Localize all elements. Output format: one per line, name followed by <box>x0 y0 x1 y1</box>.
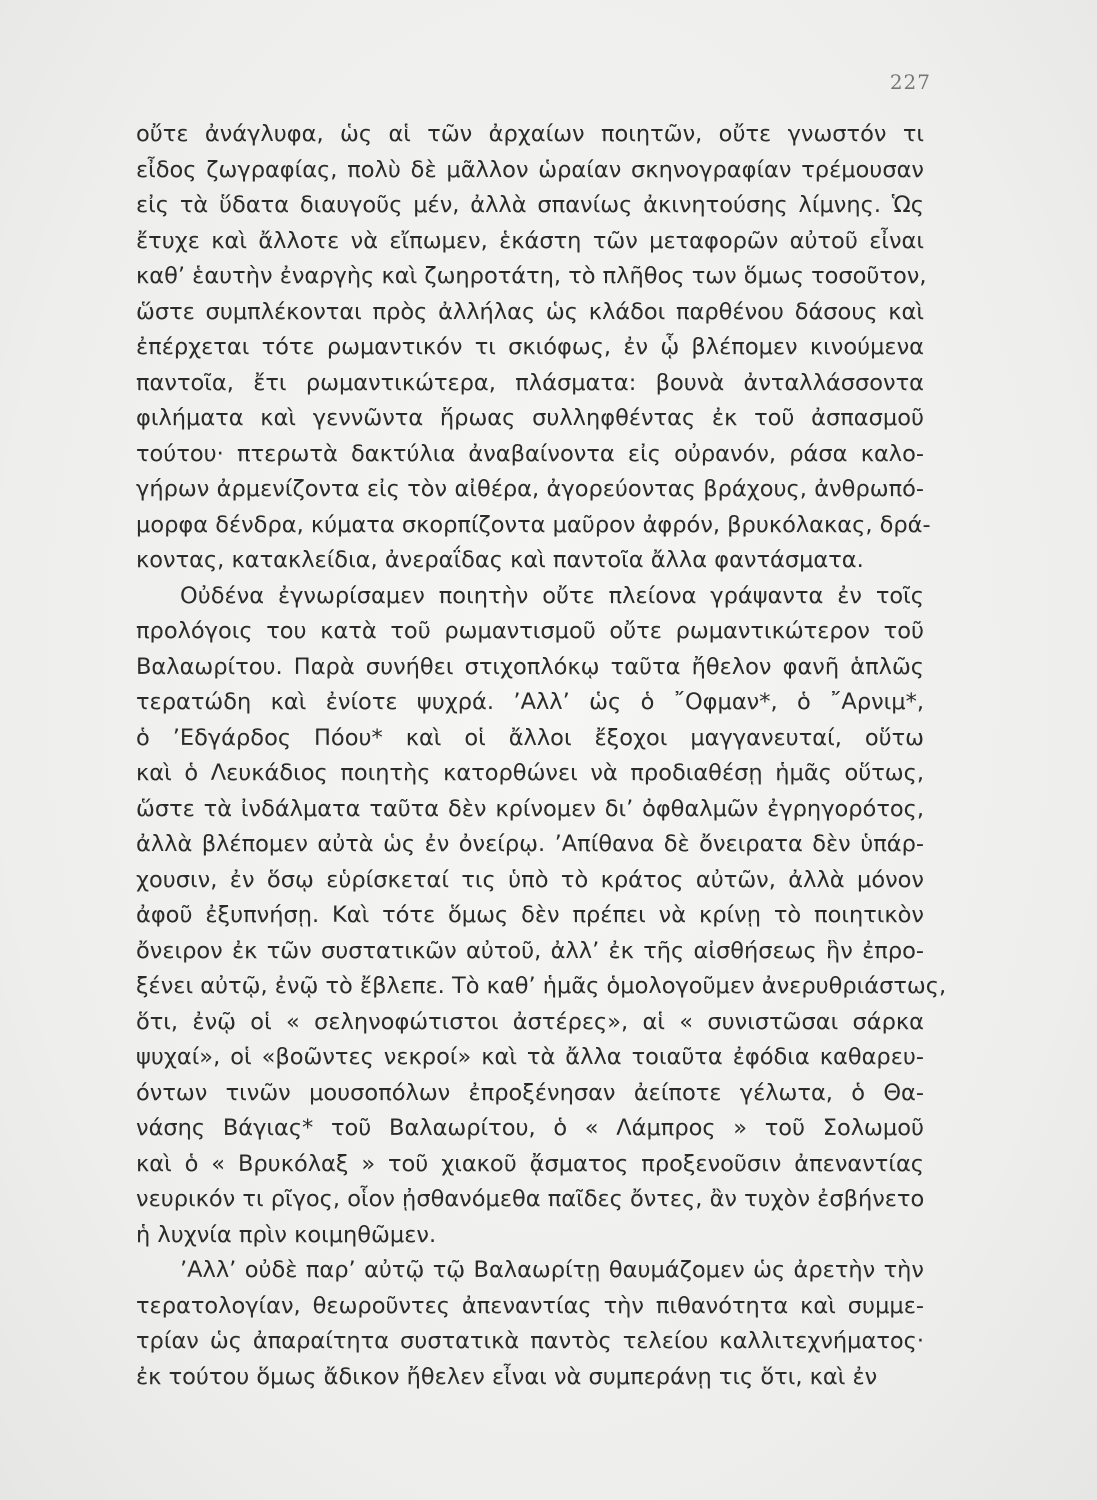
text-line: καὶ ὁ Λευκάδιος ποιητὴς κατορθώνει νὰ προδιαθέσῃ ἡμᾶς οὕτως, <box>136 760 924 786</box>
text-line: τερατώδη καὶ ἐνίοτε ψυχρά. ’Αλλ’ ὡς ὁ ῎Οφμαν*, ὁ ῎Αρνιμ*, <box>136 689 924 715</box>
text-line: οὔτε ἀνάγλυφα, ὡς αἱ τῶν ἀρχαίων ποιητῶν, οὔτε γνωστόν τι <box>136 121 924 147</box>
text-line: νάσης Βάγιας* τοῦ Βαλαωρίτου, ὁ « Λάμπρος » τοῦ Σολωμοῦ <box>136 1115 924 1141</box>
text-line: ὁ ’Εδγάρδος Πόου* καὶ οἱ ἄλλοι ἔξοχοι μαγγανευταί, οὕτω <box>136 724 924 751</box>
text-line: Οὐδένα ἐγνωρίσαμεν ποιητὴν οὔτε πλείονα γράψαντα ἐν τοῖς <box>180 582 924 609</box>
page-number: 227 <box>889 70 931 94</box>
text-line: προλόγοις του κατὰ τοῦ ρωμαντισμοῦ οὔτε ρωμαντικώτερον τοῦ <box>136 618 924 644</box>
text-line: καθ’ ἑαυτὴν ἐναργὴς καὶ ζωηροτάτη, τὸ πλῆθος των ὅμως τοσοῦτον, <box>136 263 927 289</box>
text-line: ὥστε τὰ ἰνδάλματα ταῦτα δὲν κρίνομεν δι’ ὀφθαλμῶν ἐγρηγορότος, <box>136 795 924 822</box>
text-line: ἐπέρχεται τότε ρωμαντικόν τι σκιόφως, ἐν ᾧ βλέπομεν κινούμενα <box>136 334 924 360</box>
text-line: τερατολογίαν, θεωροῦντες ἀπεναντίας τὴν πιθανότητα καὶ συμμε- <box>136 1292 924 1319</box>
body-text <box>136 117 947 1395</box>
text-line: ἡ λυχνία πρὶν κοιμηθῶμεν. <box>136 1221 437 1248</box>
text-line: νευρικόν τι ρῖγος, οἷον ᾐσθανόμεθα παῖδες ὄντες, ἂν τυχὸν ἐσβήνετο <box>136 1186 925 1212</box>
text-line: χουσιν, ἐν ὅσῳ εὑρίσκεταί τις ὑπὸ τὸ κράτος αὐτῶν, ἀλλὰ μόνον <box>136 866 924 893</box>
text-line: μορφα δένδρα, κύματα σκορπίζοντα μαῦρον ἀφρόν, βρυκόλακας, δρά- <box>136 511 931 538</box>
text-line: ὥστε συμπλέκονται πρὸς ἀλλήλας ὡς κλάδοι παρθένου δάσους καὶ <box>136 298 924 325</box>
text-line: ἀλλὰ βλέπομεν αὐτὰ ὡς ἐν ὀνείρῳ. ’Απίθανα δὲ ὄνειρατα δὲν ὑπάρ- <box>136 831 924 857</box>
text-line: ὄνειρον ἐκ τῶν συστατικῶν αὐτοῦ, ἀλλ’ ἐκ τῆς αἰσθήσεως ἣν ἐπρο- <box>136 937 924 964</box>
paragraph <box>136 579 947 1254</box>
paragraph <box>136 117 931 579</box>
text-line: όντων τινῶν μουσοπόλων ἐπροξένησαν ἀείποτε γέλωτα, ὁ Θα- <box>136 1079 924 1106</box>
text-line: τρίαν ὡς ἀπαραίτητα συστατικὰ παντὸς τελείου καλλιτεχνήματος· <box>136 1328 924 1354</box>
text-line: ἀφοῦ ἐξυπνήσῃ. Καὶ τότε ὅμως δὲν πρέπει νὰ κρίνῃ τὸ ποιητικὸν <box>136 902 924 928</box>
text-line: εἶδος ζωγραφίας, πολὺ δὲ μᾶλλον ὡραίαν σκηνογραφίαν τρέμουσαν <box>136 156 924 183</box>
text-line: καὶ ὁ « Βρυκόλαξ » τοῦ χιακοῦ ᾄσματος προξενοῦσιν ἀπεναντίας <box>136 1150 924 1177</box>
text-line: ’Αλλ’ οὐδὲ παρ’ αὐτῷ τῷ Βαλαωρίτῃ θαυμάζομεν ὡς ἀρετὴν τὴν <box>180 1257 924 1283</box>
text-line: ἔτυχε καὶ ἄλλοτε νὰ εἴπωμεν, ἑκάστη τῶν μεταφορῶν αὐτοῦ εἶναι <box>136 227 924 254</box>
text-line: ξένει αὐτῷ, ἐνῷ τὸ ἔβλεπε. Τὸ καθ’ ἡμᾶς ὁμολογοῦμεν ἀνερυθριάστως, <box>136 973 947 999</box>
text-line: τούτου· πτερωτὰ δακτύλια ἀναβαίνοντα εἰς οὐρανόν, ράσα καλο- <box>136 440 924 467</box>
text-line: ψυχαί», οἱ «βοῶντες νεκροί» καὶ τὰ ἄλλα τοιαῦτα ἐφόδια καθαρευ- <box>136 1044 924 1070</box>
text-line: Βαλαωρίτου. Παρὰ συνήθει στιχοπλόκῳ ταῦτα ἤθελον φανῆ ἁπλῶς <box>136 653 924 680</box>
text-line: ἐκ τούτου ὅμως ἄδικον ἤθελεν εἶναι νὰ συμπεράνῃ τις ὅτι, καὶ ἐν <box>136 1363 878 1390</box>
text-line: φιλήματα καὶ γεννῶντα ἥρωας συλληφθέντας ἐκ τοῦ ἀσπασμοῦ <box>136 405 924 431</box>
text-line: ὅτι, ἐνῷ οἱ « σεληνοφώτιστοι ἀστέρες», αἱ « συνιστῶσαι σάρκα <box>136 1008 924 1035</box>
text-line: εἰς τὰ ὕδατα διαυγοῦς μέν, ἀλλὰ σπανίως ἀκινητούσης λίμνης. Ὡς <box>136 192 924 218</box>
text-line: γήρων ἀρμενίζοντα εἰς τὸν αἰθέρα, ἀγορεύοντας βράχους, ἀνθρωπό- <box>136 476 924 502</box>
paragraph <box>136 1253 924 1395</box>
text-line: παντοῖα, ἔτι ρωμαντικώτερα, πλάσματα: βουνὰ ἀνταλλάσσοντα <box>136 369 924 396</box>
text-line: κοντας, κατακλείδια, ἀνεραΐδας καὶ παντοῖα ἄλλα φαντάσματα. <box>136 547 864 573</box>
